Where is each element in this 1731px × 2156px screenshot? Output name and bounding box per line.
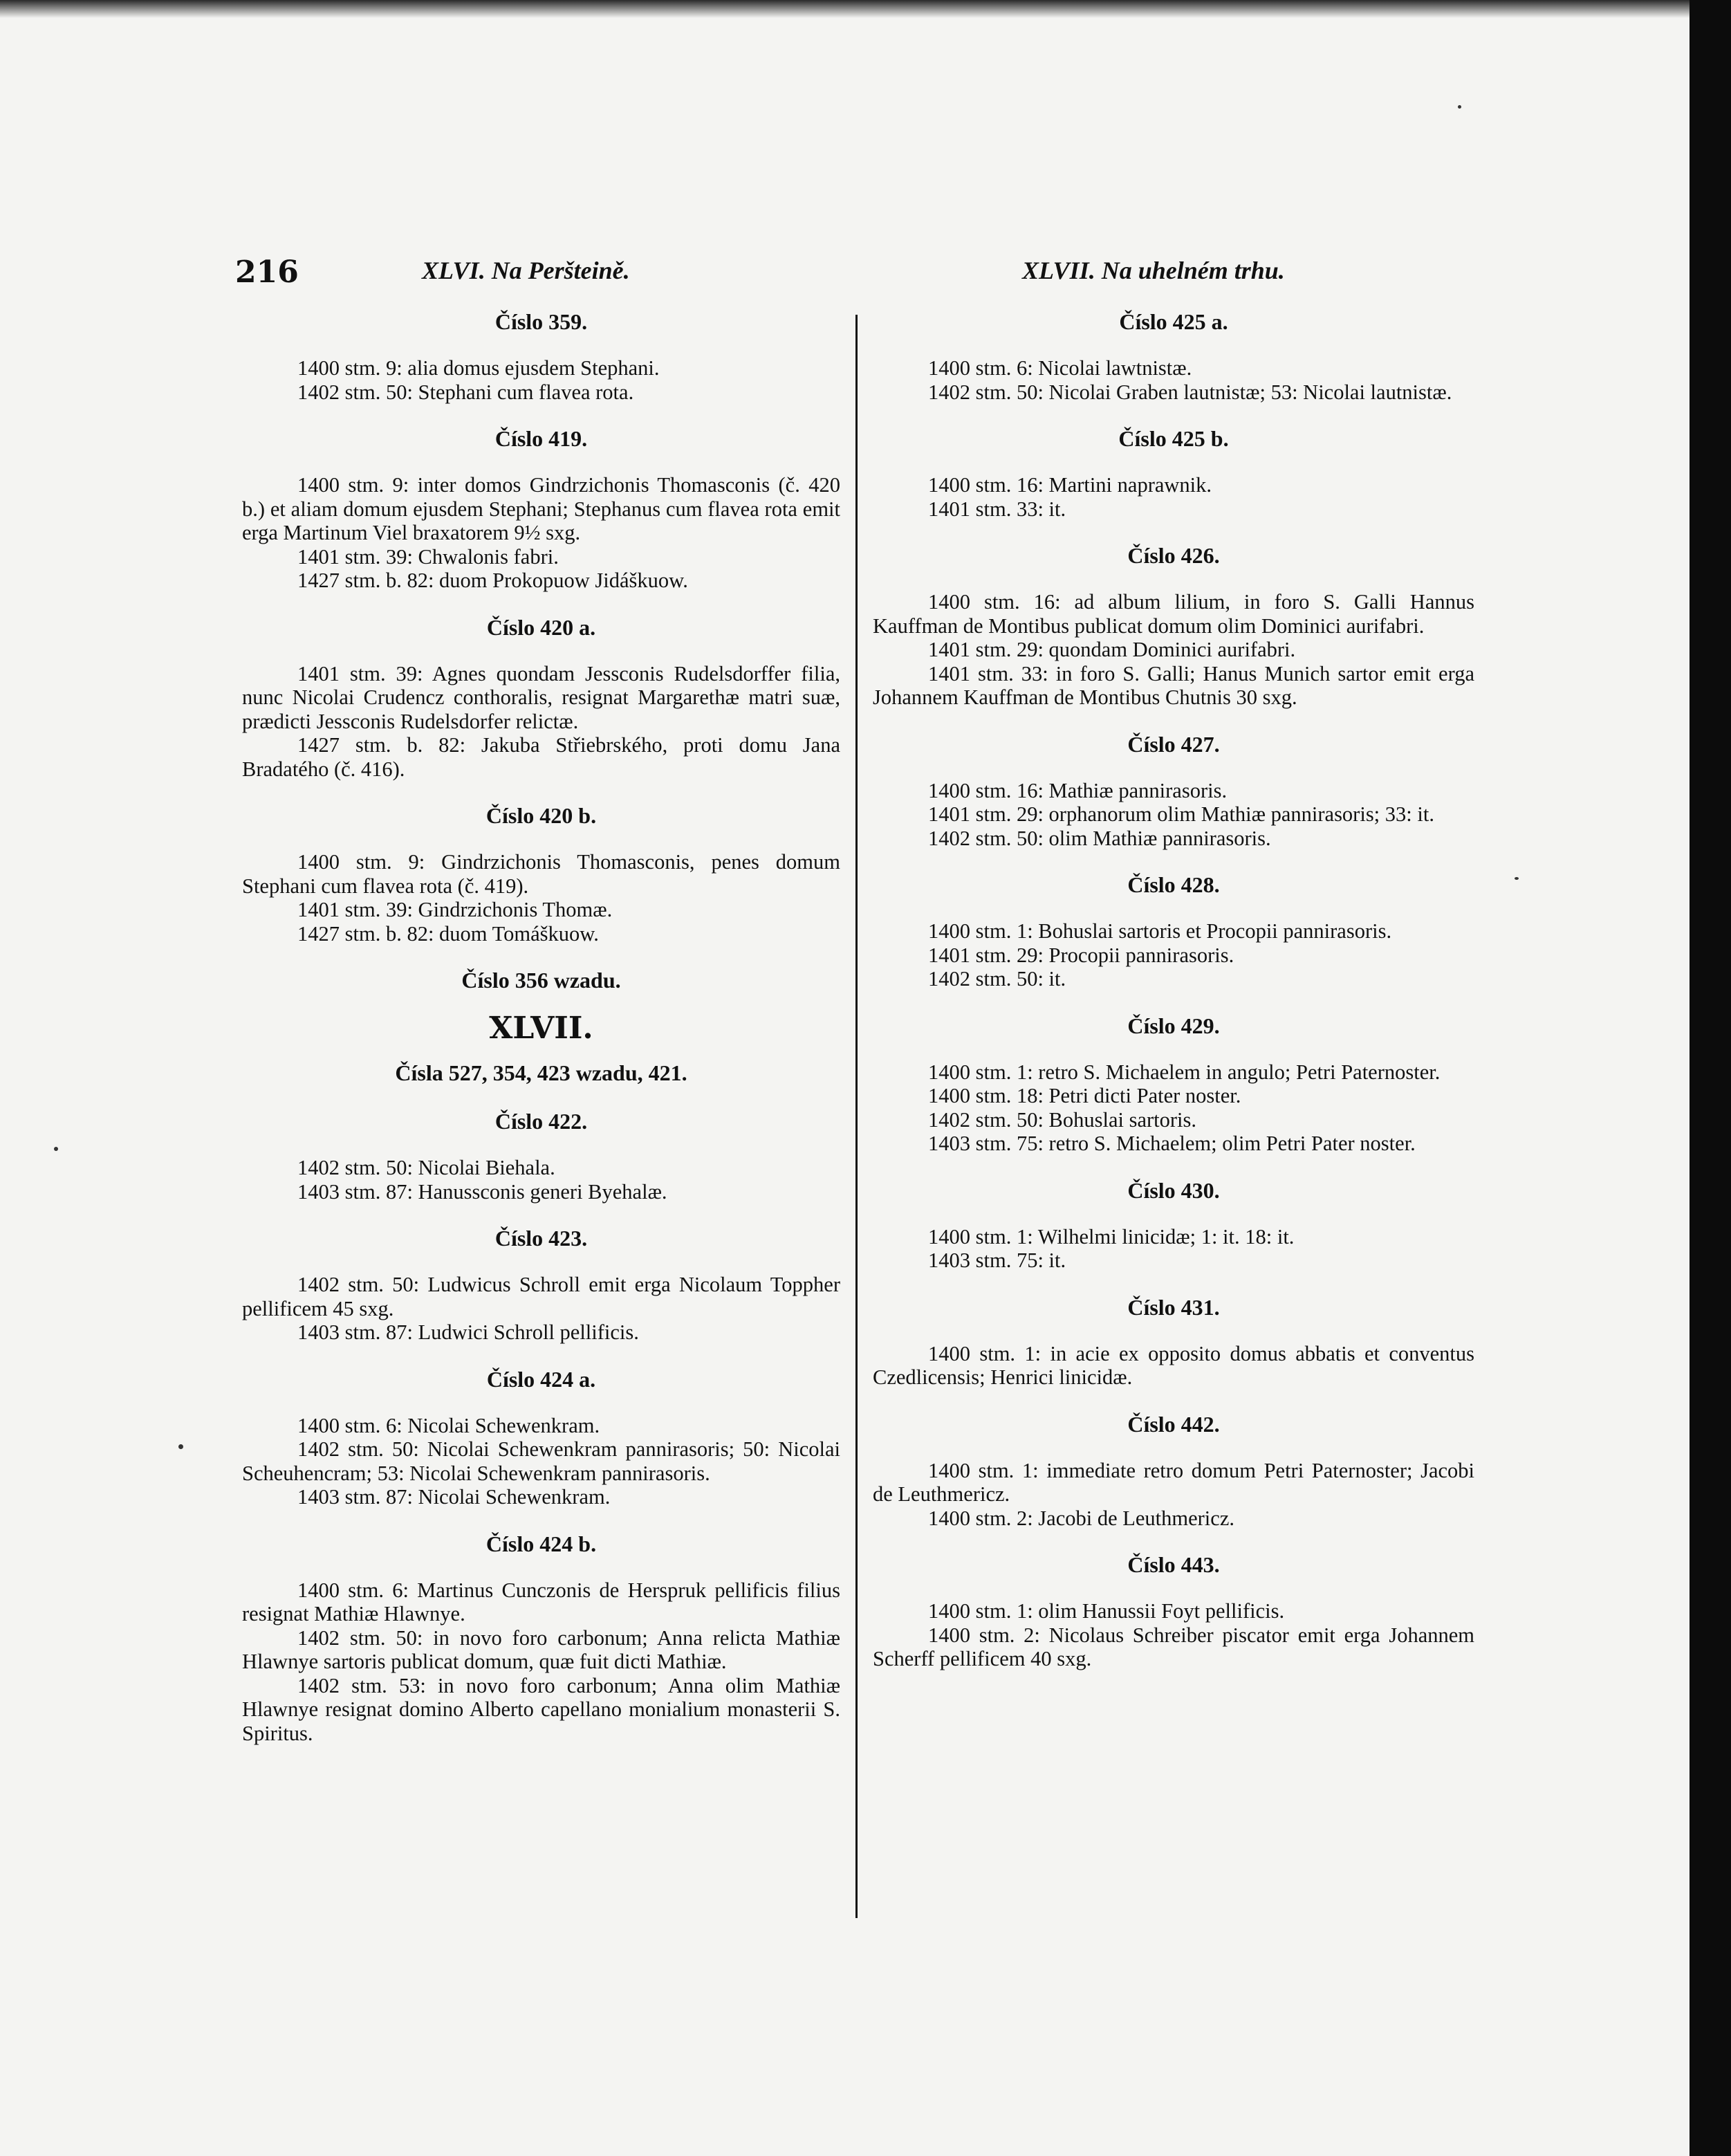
record-entry: 1403 stm. 87: Ludwici Schroll pellificis. (297, 1320, 639, 1344)
section-heading: Číslo 424 a. (486, 1366, 596, 1392)
record-entry: 1400 stm. 6: Martinus Cunczonis de Herspruk pellificis filius resignat Mathiæ Hlawnye. (242, 1578, 840, 1625)
record-entry: 1400 stm. 1: immediate retro domum Petri Paternoster; Jacobi de Leuthmericz. (873, 1458, 1474, 1506)
record-entry: 1401 stm. 39: Agnes quondam Jessconis Rudelsdorffer filia, nunc Nicolai Crudencz conthoralis, resignat Margarethæ matri suæ, prædicti Jessconis Rudelsdorfer relictæ. (242, 661, 840, 733)
section-heading: Číslo 430. (1127, 1177, 1220, 1203)
scan-speck (1458, 105, 1461, 109)
section-heading: Číslo 431. (1127, 1294, 1220, 1320)
record-entry: 1401 stm. 29: quondam Dominici aurifabri. (928, 638, 1296, 661)
record-entry: 1401 stm. 39: Chwalonis fabri. (297, 544, 559, 569)
running-head (0, 249, 1690, 291)
record-entry: 1400 stm. 1: in acie ex opposito domus abbatis et conventus Czedlicensis; Henrici linicidæ. (873, 1341, 1474, 1389)
record-entry: 1402 stm. 50: in novo foro carbonum; Anna relicta Mathiæ Hlawnye sartoris publicat domum, quæ fuit dicti Mathiæ. (242, 1625, 840, 1673)
record-entry: 1401 stm. 33: it. (928, 497, 1066, 521)
record-entry: 1402 stm. 50: Nicolai Graben lautnistæ; 53: Nicolai lautnistæ. (928, 380, 1452, 404)
section-heading: Číslo 425 b. (1118, 426, 1229, 451)
record-entry: 1403 stm. 87: Hanussconis generi Byehalæ. (297, 1179, 667, 1204)
record-entry: 1400 stm. 16: Mathiæ pannirasoris. (928, 778, 1228, 802)
record-entry: 1401 stm. 33: in foro S. Galli; Hanus Munich sartor emit erga Johannem Kauffman de Montibus Chutnis 30 sxg. (873, 661, 1474, 709)
record-entry: 1400 stm. 1: Wilhelmi linicidæ; 1: it. 18: it. (928, 1224, 1295, 1249)
section-heading: Číslo 426. (1127, 543, 1220, 568)
section-heading: Číslo 442. (1127, 1411, 1220, 1437)
section-heading: Číslo 422. (494, 1109, 588, 1134)
section-heading: Číslo 429. (1127, 1013, 1220, 1038)
record-entry: 1401 stm. 29: Procopii pannirasoris. (928, 943, 1234, 967)
record-entry: 1402 stm. 50: olim Mathiæ pannirasoris. (928, 826, 1271, 850)
record-entry: 1400 stm. 16: ad album lilium, in foro S. Galli Hannus Kauffman de Montibus publicat domum olim Dominici aurifabri. (873, 590, 1474, 638)
record-entry: 1427 stm. b. 82: duom Prokopuow Jidáškuow. (297, 569, 688, 592)
record-entry: 1400 stm. 9: Gindrzichonis Thomasconis, penes domum Stephani cum flavea rota (č. 419). (242, 850, 840, 898)
record-entry: 1427 stm. b. 82: Jakuba Střiebrského, proti domu Jana Bradatého (č. 416). (242, 733, 840, 781)
record-entry: 1400 stm. 6: Nicolai lawtnistæ. (928, 356, 1192, 380)
section-heading: Číslo 428. (1127, 872, 1220, 897)
record-entry: 1400 stm. 16: Martini naprawnik. (928, 473, 1212, 497)
record-entry: 1401 stm. 29: orphanorum olim Mathiæ pannirasoris; 33: it. (928, 802, 1434, 826)
right-column (873, 308, 1474, 1671)
chapter-heading: XLVII. (489, 1011, 593, 1046)
record-entry: 1403 stm. 75: it. (928, 1249, 1066, 1272)
record-entry: 1402 stm. 50: Nicolai Biehala. (297, 1156, 555, 1179)
record-entry: 1400 stm. 1: olim Hanussii Foyt pellificis. (928, 1599, 1285, 1623)
right-running-title: XLVII. Na uhelném trhu. (1022, 257, 1285, 284)
record-entry: 1401 stm. 39: Gindrzichonis Thomæ. (297, 898, 613, 921)
record-entry: 1403 stm. 75: retro S. Michaelem; olim Petri Pater noster. (928, 1132, 1416, 1155)
left-column (242, 308, 840, 1745)
page-number: 216 (235, 255, 299, 290)
section-heading: Číslo 443. (1127, 1552, 1220, 1577)
section-heading: Číslo 359. (494, 309, 588, 334)
left-running-title: XLVI. Na Peršteině. (422, 257, 630, 284)
section-heading: Číslo 425 a. (1119, 309, 1228, 334)
record-entry: 1402 stm. 50: Ludwicus Schroll emit erga Nicolaum Toppher pellificem 45 sxg. (242, 1273, 840, 1320)
column-divider (855, 315, 858, 1918)
section-heading: Číslo 427. (1127, 731, 1220, 757)
record-entry: 1402 stm. 50: Stephani cum flavea rota. (297, 380, 634, 404)
record-entry: 1402 stm. 50: Nicolai Schewenkram pannirasoris; 50: Nicolai Scheuhencram; 53: Nicolai Schewenkram pannirasoris. (242, 1437, 840, 1485)
section-heading: Číslo 423. (494, 1226, 588, 1251)
section-heading: Čísla 527, 354, 423 wzadu, 421. (395, 1060, 687, 1085)
record-entry: 1400 stm. 1: retro S. Michaelem in angulo; Petri Paternoster. (928, 1060, 1441, 1084)
record-entry: 1400 stm. 1: Bohuslai sartoris et Procopii pannirasoris. (928, 919, 1392, 943)
record-entry: 1400 stm. 18: Petri dicti Pater noster. (928, 1084, 1241, 1107)
record-entry: 1400 stm. 6: Nicolai Schewenkram. (297, 1413, 600, 1437)
scan-top-shadow (0, 0, 1690, 18)
cross-reference-note: Číslo 356 wzadu. (461, 968, 621, 993)
record-entry: 1402 stm. 50: Bohuslai sartoris. (928, 1107, 1197, 1132)
record-entry: 1400 stm. 2: Jacobi de Leuthmericz. (928, 1506, 1234, 1530)
scan-speck (54, 1147, 58, 1151)
record-entry: 1400 stm. 2: Nicolaus Schreiber piscator emit erga Johannem Scherff pellificem 40 sxg. (873, 1623, 1474, 1670)
record-entry: 1402 stm. 50: it. (928, 967, 1066, 991)
record-entry: 1400 stm. 9: inter domos Gindrzichonis Thomasconis (č. 420 b.) et aliam domum ejusdem Stephani; Stephanus cum flavea rota emit erga Martinum Viel braxatorem 9½ sxg. (242, 473, 840, 544)
section-heading: Číslo 419. (494, 426, 588, 451)
record-entry: 1400 stm. 9: alia domus ejusdem Stephani. (297, 356, 660, 380)
section-heading: Číslo 420 b. (485, 803, 597, 828)
record-entry: 1402 stm. 53: in novo foro carbonum; Anna olim Mathiæ Hlawnye resignat domino Alberto capellano monialium monasterii S. Spiritus. (242, 1673, 840, 1745)
scan-speck (178, 1444, 183, 1449)
section-heading: Číslo 420 a. (486, 614, 596, 640)
section-heading: Číslo 424 b. (485, 1531, 597, 1556)
scan-speck (1515, 877, 1519, 880)
record-entry: 1403 stm. 87: Nicolai Schewenkram. (297, 1485, 611, 1509)
record-entry: 1427 stm. b. 82: duom Tomáškuow. (297, 921, 599, 946)
